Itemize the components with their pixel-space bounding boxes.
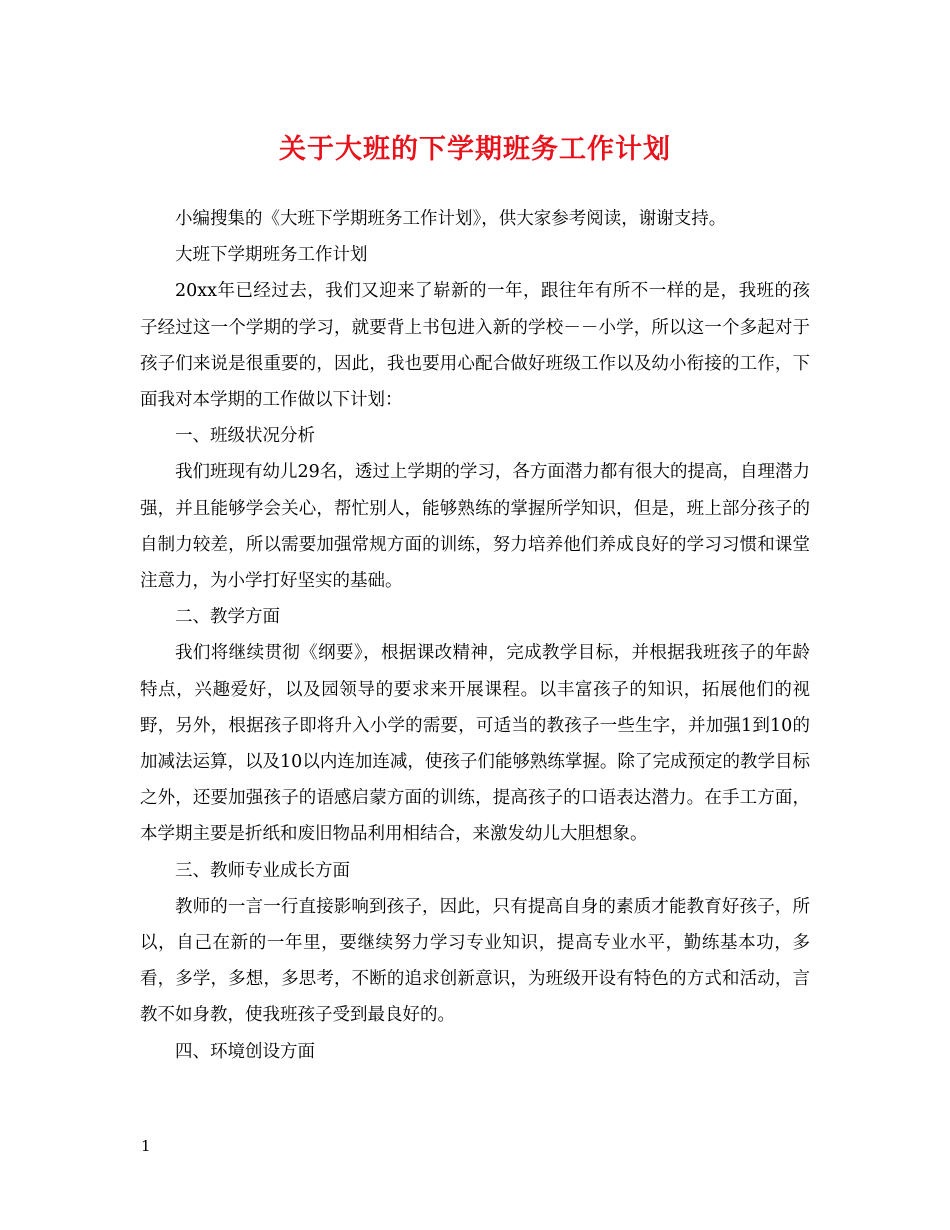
- intro-paragraph: 小编搜集的《大班下学期班务工作计划》，供大家参考阅读，谢谢支持。: [175, 209, 727, 229]
- document-body: [140, 201, 810, 1070]
- class-analysis-paragraph: 我们班现有幼儿29名，透过上学期的学习，各方面潜力都有很大的提高，自理潜力强，并且能够学会关心，帮忙别人，能够熟练的掌握所学知识，但是，班上部分孩子的自制力较差，所以需要加强常规方面的训练，努力培养他们养成良好的学习习惯和课堂注意力，为小学打好坚实的基础。: [140, 462, 810, 592]
- teacher-growth-paragraph: 教师的一言一行直接影响到孩子，因此，只有提高自身的素质才能教育好孩子，所以，自己在新的一年里，要继续努力学习专业知识，提高专业水平，勤练基本功，多看，多学，多想，多思考，不断的追求创新意识，为班级开设有特色的方式和活动，言教不如身教，使我班孩子受到最良好的。: [140, 896, 810, 1026]
- document-title: 关于大班的下学期班务工作计划: [279, 134, 671, 165]
- plan-heading: 大班下学期班务工作计划: [175, 245, 368, 266]
- overview-paragraph: 20xx年已经过去，我们又迎来了崭新的一年，跟往年有所不一样的是，我班的孩子经过这一个学期的学习，就要背上书包进入新的学校－－小学，所以这一个多起对于孩子们来说是很重要的，因此，我也要用心配合做好班级工作以及幼小衔接的工作，下面我对本学期的工作做以下计划：: [140, 281, 810, 411]
- section-heading-teaching: 二、教学方面: [175, 607, 280, 628]
- teaching-paragraph: 我们将继续贯彻《纲要》，根据课改精神，完成教学目标，并根据我班孩子的年龄特点，兴趣爱好，以及园领导的要求来开展课程。以丰富孩子的知识，拓展他们的视野，另外，根据孩子即将升入小学的需要，可适当的教孩子一些生字，并加强1到10的加减法运算，以及10以内连加连减，使孩子们能够熟练掌握。除了完成预定的教学目标之外，还要加强孩子的语感启蒙方面的训练，提高孩子的口语表达潜力。在手工方面，本学期主要是折纸和废旧物品利用相结合，来激发幼儿大胆想象。: [140, 643, 810, 845]
- section-heading-class-analysis: 一、班级状况分析: [175, 426, 315, 447]
- section-heading-teacher-growth: 三、教师专业成长方面: [175, 860, 350, 881]
- page-number: 1: [141, 1137, 151, 1155]
- section-heading-environment: 四、环境创设方面: [175, 1041, 315, 1062]
